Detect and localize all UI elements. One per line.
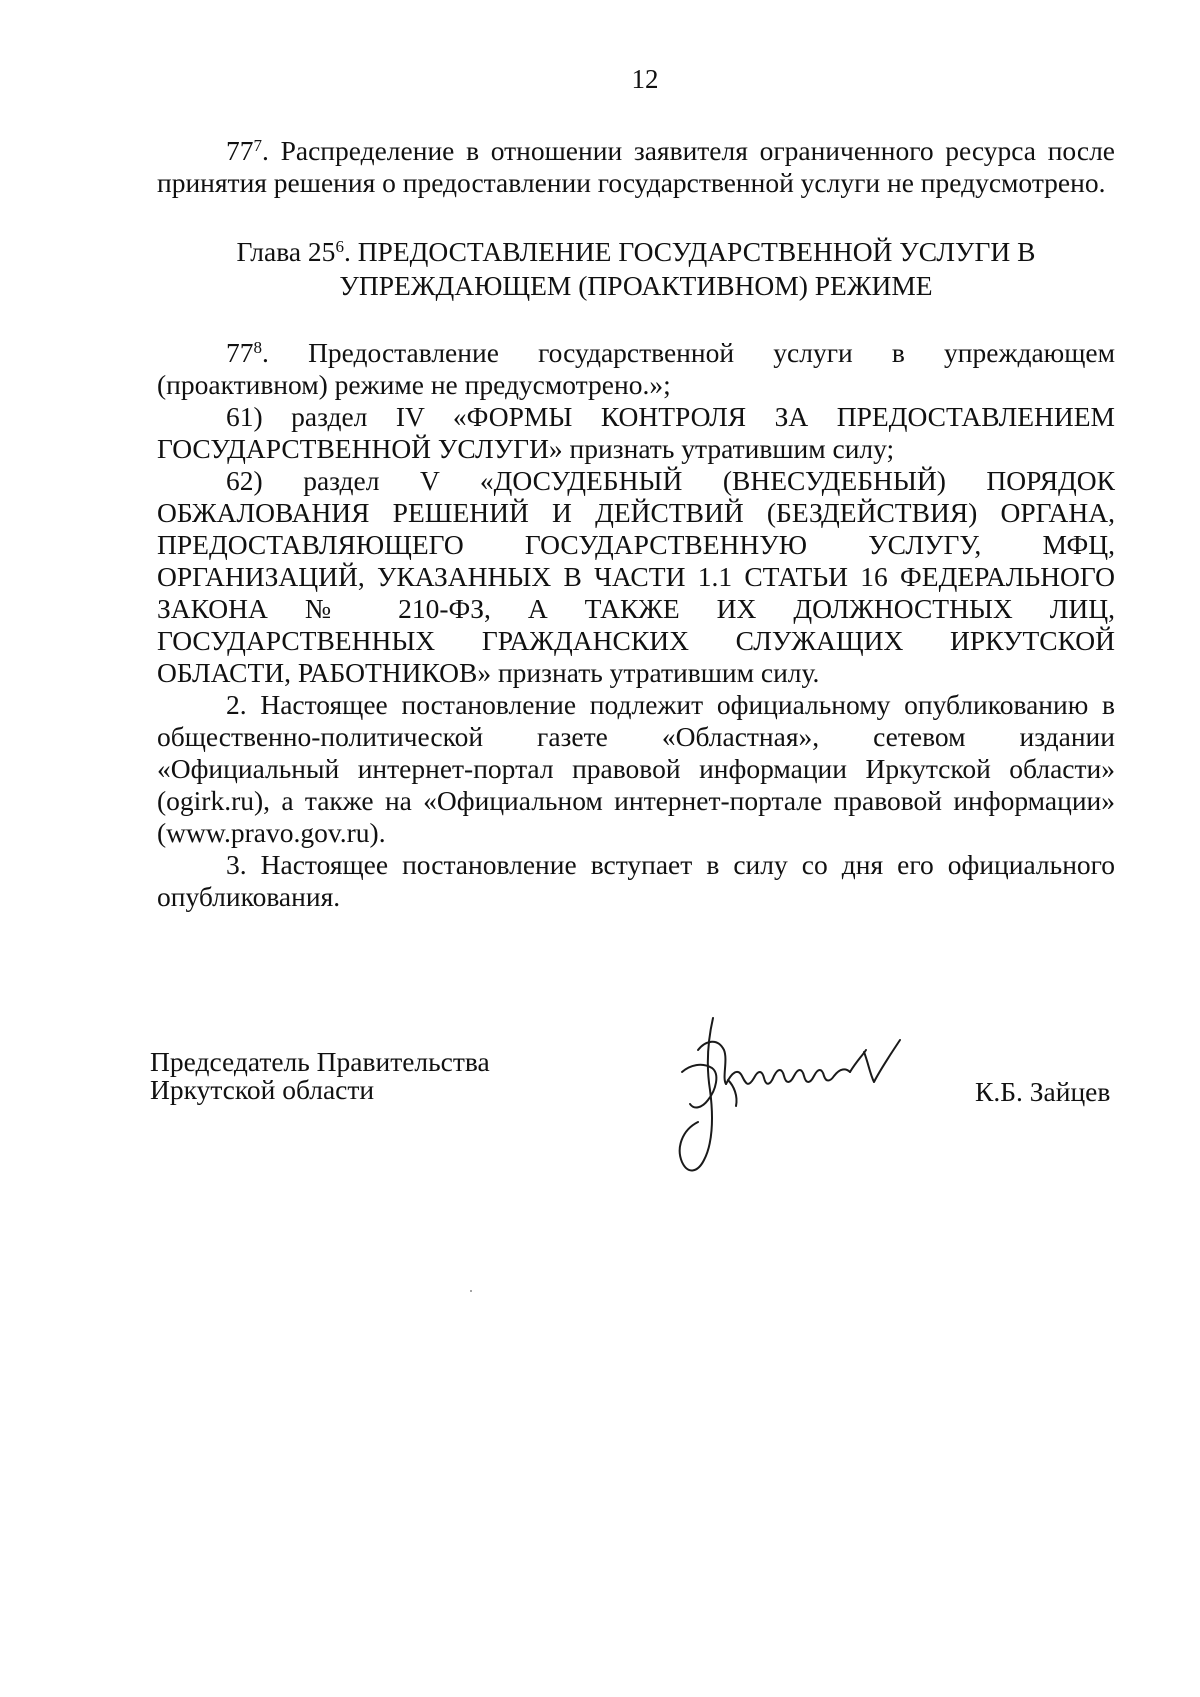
item-number: 77 bbox=[226, 135, 254, 166]
item-number: 77 bbox=[226, 337, 254, 368]
page-number: 12 bbox=[631, 64, 659, 94]
chapter-superscript: 6 bbox=[335, 237, 344, 256]
paragraph-2: 2. Настоящее постановление подлежит официальному опубликованию в общественно-политической газете «Областная», сетевом издании «Официальный интернет-портал правовой информации Иркутской области» (ogirk.ru), а также на «Официальном интернет-портале правовой информации» (www.pravo.gov.ru). bbox=[157, 689, 1115, 848]
chapter-heading-line1 bbox=[157, 235, 1115, 269]
paragraph-text: . Предоставление государственной услуги в упреждающем (проактивном) режиме не предусмотрено.»; bbox=[157, 337, 1115, 400]
paragraph-77-7 bbox=[157, 135, 1115, 199]
scan-speck bbox=[470, 1290, 472, 1292]
chapter-title-part1: . ПРЕДОСТАВЛЕНИЕ ГОСУДАРСТВЕННОЙ УСЛУГИ В bbox=[343, 236, 1036, 267]
signatory-title-line1: Председатель Правительства bbox=[150, 1046, 490, 1077]
chapter-prefix: Глава 25 bbox=[236, 236, 336, 267]
signatory-name: К.Б. Зайцев bbox=[975, 1076, 1111, 1107]
chapter-heading bbox=[157, 235, 1115, 303]
paragraph-text: . Распределение в отношении заявителя ограниченного ресурса после принятия решения о предоставлении государственной услуги не предусмотрено. bbox=[157, 135, 1115, 198]
item-superscript: 8 bbox=[253, 338, 262, 357]
paragraph-62: 62) раздел V «ДОСУДЕБНЫЙ (ВНЕСУДЕБНЫЙ) ПОРЯДОК ОБЖАЛОВАНИЯ РЕШЕНИЙ И ДЕЙСТВИЙ (БЕЗДЕЙСТВИЯ) ОРГАНА, ПРЕДОСТАВЛЯЮЩЕГО ГОСУДАРСТВЕННУЮ УСЛУГУ, МФЦ, ОРГАНИЗАЦИЙ, УКАЗАННЫХ В ЧАСТИ 1.1 СТАТЬИ 16 ФЕДЕРАЛЬНОГО ЗАКОНА № 210-ФЗ, А ТАКЖЕ ИХ ДОЛЖНОСТНЫХ ЛИЦ, ГОСУДАРСТВЕННЫХ ГРАЖДАНСКИХ СЛУЖАЩИХ ИРКУТСКОЙ ОБЛАСТИ, РАБОТНИКОВ» признать утратившим силу. bbox=[157, 465, 1115, 688]
signatory-title bbox=[150, 1048, 490, 1104]
paragraph-3: 3. Настоящее постановление вступает в силу со дня его официального опубликования. bbox=[157, 849, 1115, 912]
document-body bbox=[157, 135, 1115, 913]
paragraph-77-8 bbox=[157, 337, 1115, 401]
signatory-title-line2: Иркутской области bbox=[150, 1074, 375, 1105]
paragraph-61: 61) раздел IV «ФОРМЫ КОНТРОЛЯ ЗА ПРЕДОСТАВЛЕНИЕМ ГОСУДАРСТВЕННОЙ УСЛУГИ» признать утратившим силу; bbox=[157, 401, 1115, 464]
item-superscript: 7 bbox=[253, 136, 262, 155]
handwritten-signature bbox=[668, 1010, 938, 1180]
chapter-heading-line2: УПРЕЖДАЮЩЕМ (ПРОАКТИВНОМ) РЕЖИМЕ bbox=[339, 270, 933, 301]
